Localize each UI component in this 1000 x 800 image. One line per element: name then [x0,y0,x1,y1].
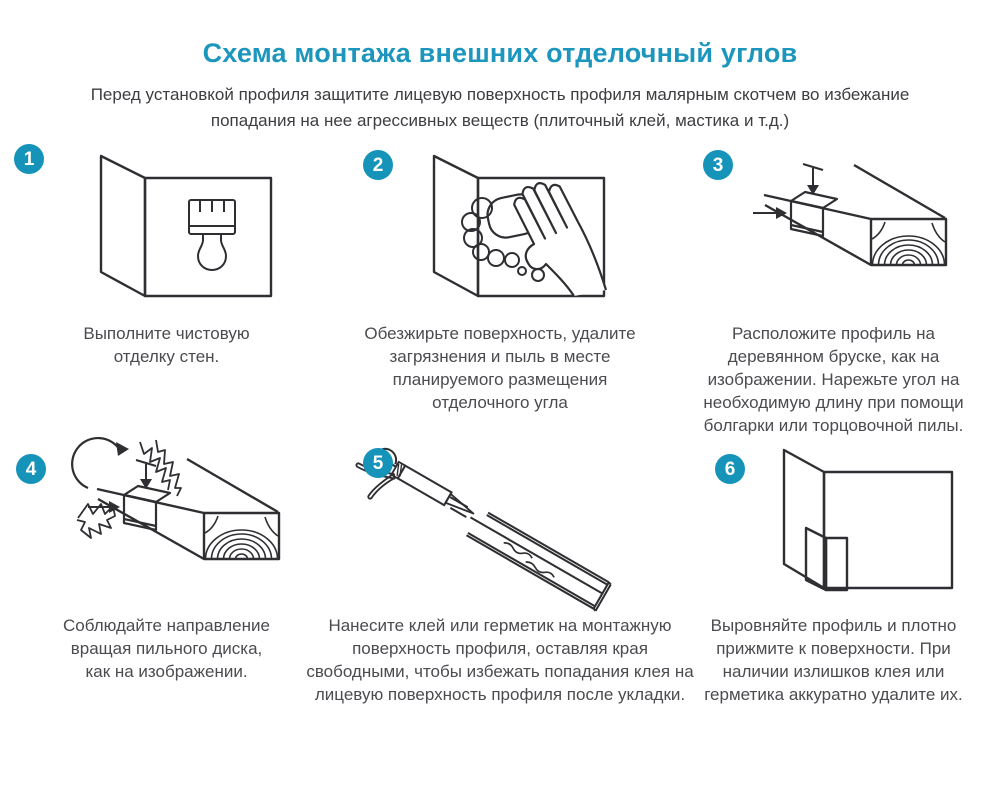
gun-tube [398,466,452,506]
step-4 [0,434,333,706]
caption-line: Выровняйте профиль и плотно [710,616,957,635]
caption-line: как на изображении. [85,662,248,681]
caption-line: поверхность профиля, оставляя края [352,639,648,658]
intro-note-line: попадания на нее агрессивных веществ (плиточный клей, мастика и т.д.) [210,111,790,130]
caption-line: деревянном бруске, как на [727,347,940,366]
caption-line: Соблюдайте направление [63,616,270,635]
caption-line: лицевую поверхность профиля после укладки. [314,685,686,704]
step-6 [667,434,1000,706]
wall-corner-hand-sponge-drawing [370,144,630,314]
down-arrow-icon [803,164,823,195]
header [0,0,1000,134]
step-4-number-badge: 4 [16,454,46,484]
caption-line: Нанесите клей или герметик на монтажную [328,616,672,635]
beam-profile-drawing [699,144,969,314]
step-2-number-badge: 2 [363,150,393,180]
caption-line: Выполните чистовую [83,324,250,343]
rotation-arrow-icon [72,438,129,488]
steps-grid [0,142,1000,706]
caption-line: Расположите профиль на [732,324,935,343]
foam-bubbles [518,267,544,281]
step-6-number-badge: 6 [715,454,745,484]
caption-line: отделочного угла [432,393,568,412]
caption-line: изображении. Нарежьте угол на [707,370,960,389]
step-1-illustration [0,142,333,320]
step-1 [0,142,333,434]
step-2 [333,142,667,434]
caption-line: свободными, чтобы избежать попадания клея на [306,662,694,681]
step-5 [306,434,694,706]
caption-line: вращая пильного диска, [70,639,263,658]
step-3-caption [667,322,1000,437]
intro-note-line: Перед установкой профиля защитите лицевую поверхность профиля малярным скотчем во избежание [90,85,910,104]
wall-corner-shape [101,156,271,296]
caption-line: герметика аккуратно удалите их. [704,685,963,704]
down-arrow-icon [136,460,156,489]
corner-profile [124,486,170,530]
caption-line: отделку стен. [113,347,220,366]
step-6-caption [667,614,1000,706]
page-title: Схема монтажа внешних отделочный углов [202,38,798,68]
caption-line: наличии излишков клея или [722,662,945,681]
wall-corner-paintbrush-drawing [37,144,297,314]
foam-cloud [462,198,519,267]
step-2-caption [333,322,667,414]
intro-note [0,82,1000,134]
caption-line: планируемого размещения [392,370,608,389]
step-3 [667,142,1000,434]
wall-corner-shape [784,450,952,588]
saw-cutting-drawing [32,436,302,608]
caption-line: загрязнения и пыль в месте [389,347,611,366]
corner-profile [791,192,837,236]
step-1-caption [0,322,333,368]
step-3-number-badge: 3 [703,150,733,180]
step-4-caption [0,614,333,683]
step-4-illustration [0,434,333,612]
step-1-number-badge: 1 [14,144,44,174]
caption-line: необходимую длину при помощи [703,393,964,412]
step-5-caption [306,614,694,706]
caption-line: болгарки или торцовочной пилы. [703,416,964,435]
step-5-number-badge: 5 [363,448,393,478]
caption-line: Обезжирьте поверхность, удалите [364,324,636,343]
paintbrush-icon [189,200,235,270]
caption-line: прижмите к поверхности. При [716,639,951,658]
